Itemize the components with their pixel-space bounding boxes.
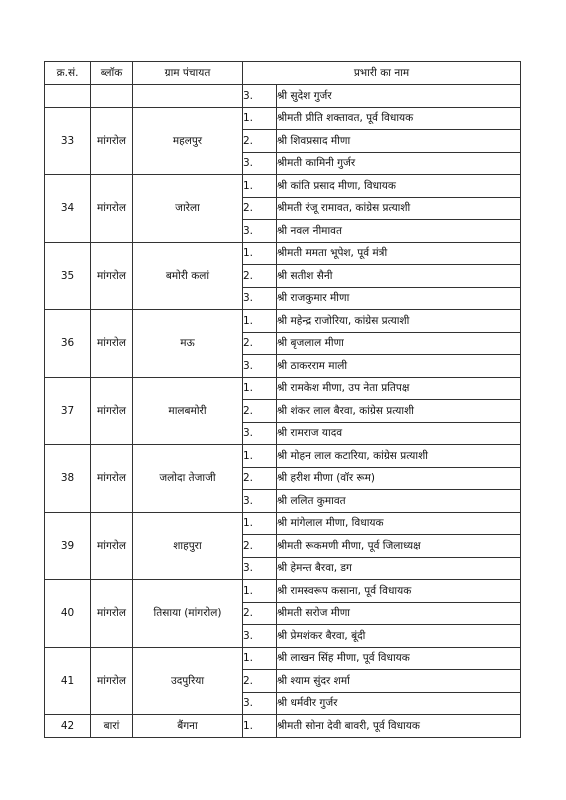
incharge-number-cell: 3. [243,625,277,648]
incharge-number-cell: 1. [243,175,277,198]
gram-panchayat-cell: जलोदा तेजाजी [133,445,243,513]
incharge-name-cell: श्री नवल नीमावत [277,220,521,243]
block-cell: मांगरोल [91,242,133,310]
incharge-number-cell: 1. [243,445,277,468]
block-cell: बारां [91,715,133,738]
incharge-name-cell: श्रीमती ममता भूपेश, पूर्व मंत्री [277,242,521,265]
incharge-number-cell: 2. [243,197,277,220]
incharge-name-cell: श्री बृजलाल मीणा [277,332,521,355]
incharge-name-cell: श्री प्रेमशंकर बैरवा, बूंदी [277,625,521,648]
incharge-number-cell: 2. [243,535,277,558]
table-row [45,107,521,130]
incharge-name-cell: श्री मांगेलाल मीणा, विधायक [277,512,521,535]
incharge-number-cell: 1. [243,715,277,738]
incharge-number-cell: 3. [243,692,277,715]
incharge-number-cell: 3. [243,557,277,580]
incharge-number-cell: 3. [243,422,277,445]
incharge-number-cell: 3. [243,85,277,108]
incharge-number-cell: 3. [243,355,277,378]
gram-panchayat-cell: बैंगना [133,715,243,738]
incharge-number-cell: 2. [243,265,277,288]
incharge-number-cell: 1. [243,310,277,333]
incharge-name-cell: श्री राजकुमार मीणा [277,287,521,310]
header-gram-panchayat: ग्राम पंचायत [133,62,243,85]
serial-number-cell: 34 [45,175,91,243]
incharge-number-cell: 3. [243,490,277,513]
gram-panchayat-cell: मऊ [133,310,243,378]
incharge-number-cell: 2. [243,400,277,423]
incharge-name-cell: श्री हरीश मीणा (वॉर रूम) [277,467,521,490]
block-cell: मांगरोल [91,377,133,445]
table-header-row [45,62,521,85]
serial-number-cell: 42 [45,715,91,738]
block-cell: मांगरोल [91,512,133,580]
gram-panchayat-cell: मालबमोरी [133,377,243,445]
incharge-number-cell: 1. [243,242,277,265]
incharge-name-cell: श्री धर्मवीर गुर्जर [277,692,521,715]
block-cell: मांगरोल [91,647,133,715]
serial-number-cell: 35 [45,242,91,310]
table-row [45,310,521,333]
header-serial-number: क्र.सं. [45,62,91,85]
gram-panchayat-cell [133,85,243,108]
block-cell: मांगरोल [91,310,133,378]
table-row [45,175,521,198]
incharge-name-cell: श्रीमती रूकमणी मीणा, पूर्व जिलाध्यक्ष [277,535,521,558]
incharge-number-cell: 2. [243,602,277,625]
table-row [45,242,521,265]
incharge-name-cell: श्री मोहन लाल कटारिया, कांग्रेस प्रत्याशी [277,445,521,468]
header-block: ब्लॉक [91,62,133,85]
incharge-name-cell: श्री श्याम सुंदर शर्मा [277,670,521,693]
incharge-table [44,61,521,738]
block-cell: मांगरोल [91,445,133,513]
incharge-name-cell: श्रीमती कामिनी गुर्जर [277,152,521,175]
incharge-name-cell: श्री रामकेश मीणा, उप नेता प्रतिपक्ष [277,377,521,400]
table-body [45,85,521,738]
serial-number-cell: 37 [45,377,91,445]
incharge-number-cell: 1. [243,377,277,400]
incharge-number-cell: 1. [243,512,277,535]
gram-panchayat-cell: बमोरी कलां [133,242,243,310]
incharge-name-cell: श्री सतीश सैनी [277,265,521,288]
serial-number-cell: 36 [45,310,91,378]
incharge-number-cell: 3. [243,220,277,243]
serial-number-cell: 40 [45,580,91,648]
incharge-name-cell: श्री सुदेश गुर्जर [277,85,521,108]
serial-number-cell: 41 [45,647,91,715]
incharge-number-cell: 1. [243,580,277,603]
table-row [45,580,521,603]
block-cell: मांगरोल [91,580,133,648]
incharge-name-cell: श्री रामस्वरूप कसाना, पूर्व विधायक [277,580,521,603]
serial-number-cell: 39 [45,512,91,580]
incharge-name-cell: श्रीमती सोना देवी बावरी, पूर्व विधायक [277,715,521,738]
block-cell [91,85,133,108]
incharge-name-cell: श्रीमती प्रीति शक्तावत, पूर्व विधायक [277,107,521,130]
block-cell: मांगरोल [91,107,133,175]
gram-panchayat-cell: महलपुर [133,107,243,175]
incharge-number-cell: 3. [243,287,277,310]
incharge-name-cell: श्री महेन्द्र राजोरिया, कांग्रेस प्रत्याशी [277,310,521,333]
gram-panchayat-cell: जारेला [133,175,243,243]
serial-number-cell [45,85,91,108]
incharge-number-cell: 2. [243,670,277,693]
incharge-name-cell: श्री लाखन सिंह मीणा, पूर्व विधायक [277,647,521,670]
block-cell: मांगरोल [91,175,133,243]
incharge-number-cell: 2. [243,467,277,490]
gram-panchayat-cell: शाहपुरा [133,512,243,580]
table-row [45,647,521,670]
incharge-name-cell: श्री शंकर लाल बैरवा, कांग्रेस प्रत्याशी [277,400,521,423]
incharge-name-cell: श्री रामराज यादव [277,422,521,445]
incharge-name-cell: श्री शिवप्रसाद मीणा [277,130,521,153]
incharge-number-cell: 2. [243,130,277,153]
incharge-name-cell: श्रीमती सरोज मीणा [277,602,521,625]
table-row [45,715,521,738]
incharge-name-cell: श्रीमती रंजू रामावत, कांग्रेस प्रत्याशी [277,197,521,220]
gram-panchayat-cell: तिसाया (मांगरोल) [133,580,243,648]
incharge-name-cell: श्री ठाकरराम माली [277,355,521,378]
table-row [45,445,521,468]
table-row [45,85,521,108]
serial-number-cell: 38 [45,445,91,513]
incharge-number-cell: 1. [243,107,277,130]
gram-panchayat-cell: उदपुरिया [133,647,243,715]
incharge-number-cell: 3. [243,152,277,175]
header-incharge-name: प्रभारी का नाम [243,62,521,85]
incharge-name-cell: श्री ललित कुमावत [277,490,521,513]
table-row [45,377,521,400]
incharge-name-cell: श्री हेमन्त बैरवा, डग [277,557,521,580]
incharge-number-cell: 2. [243,332,277,355]
table-row [45,512,521,535]
incharge-number-cell: 1. [243,647,277,670]
incharge-name-cell: श्री कांति प्रसाद मीणा, विधायक [277,175,521,198]
serial-number-cell: 33 [45,107,91,175]
